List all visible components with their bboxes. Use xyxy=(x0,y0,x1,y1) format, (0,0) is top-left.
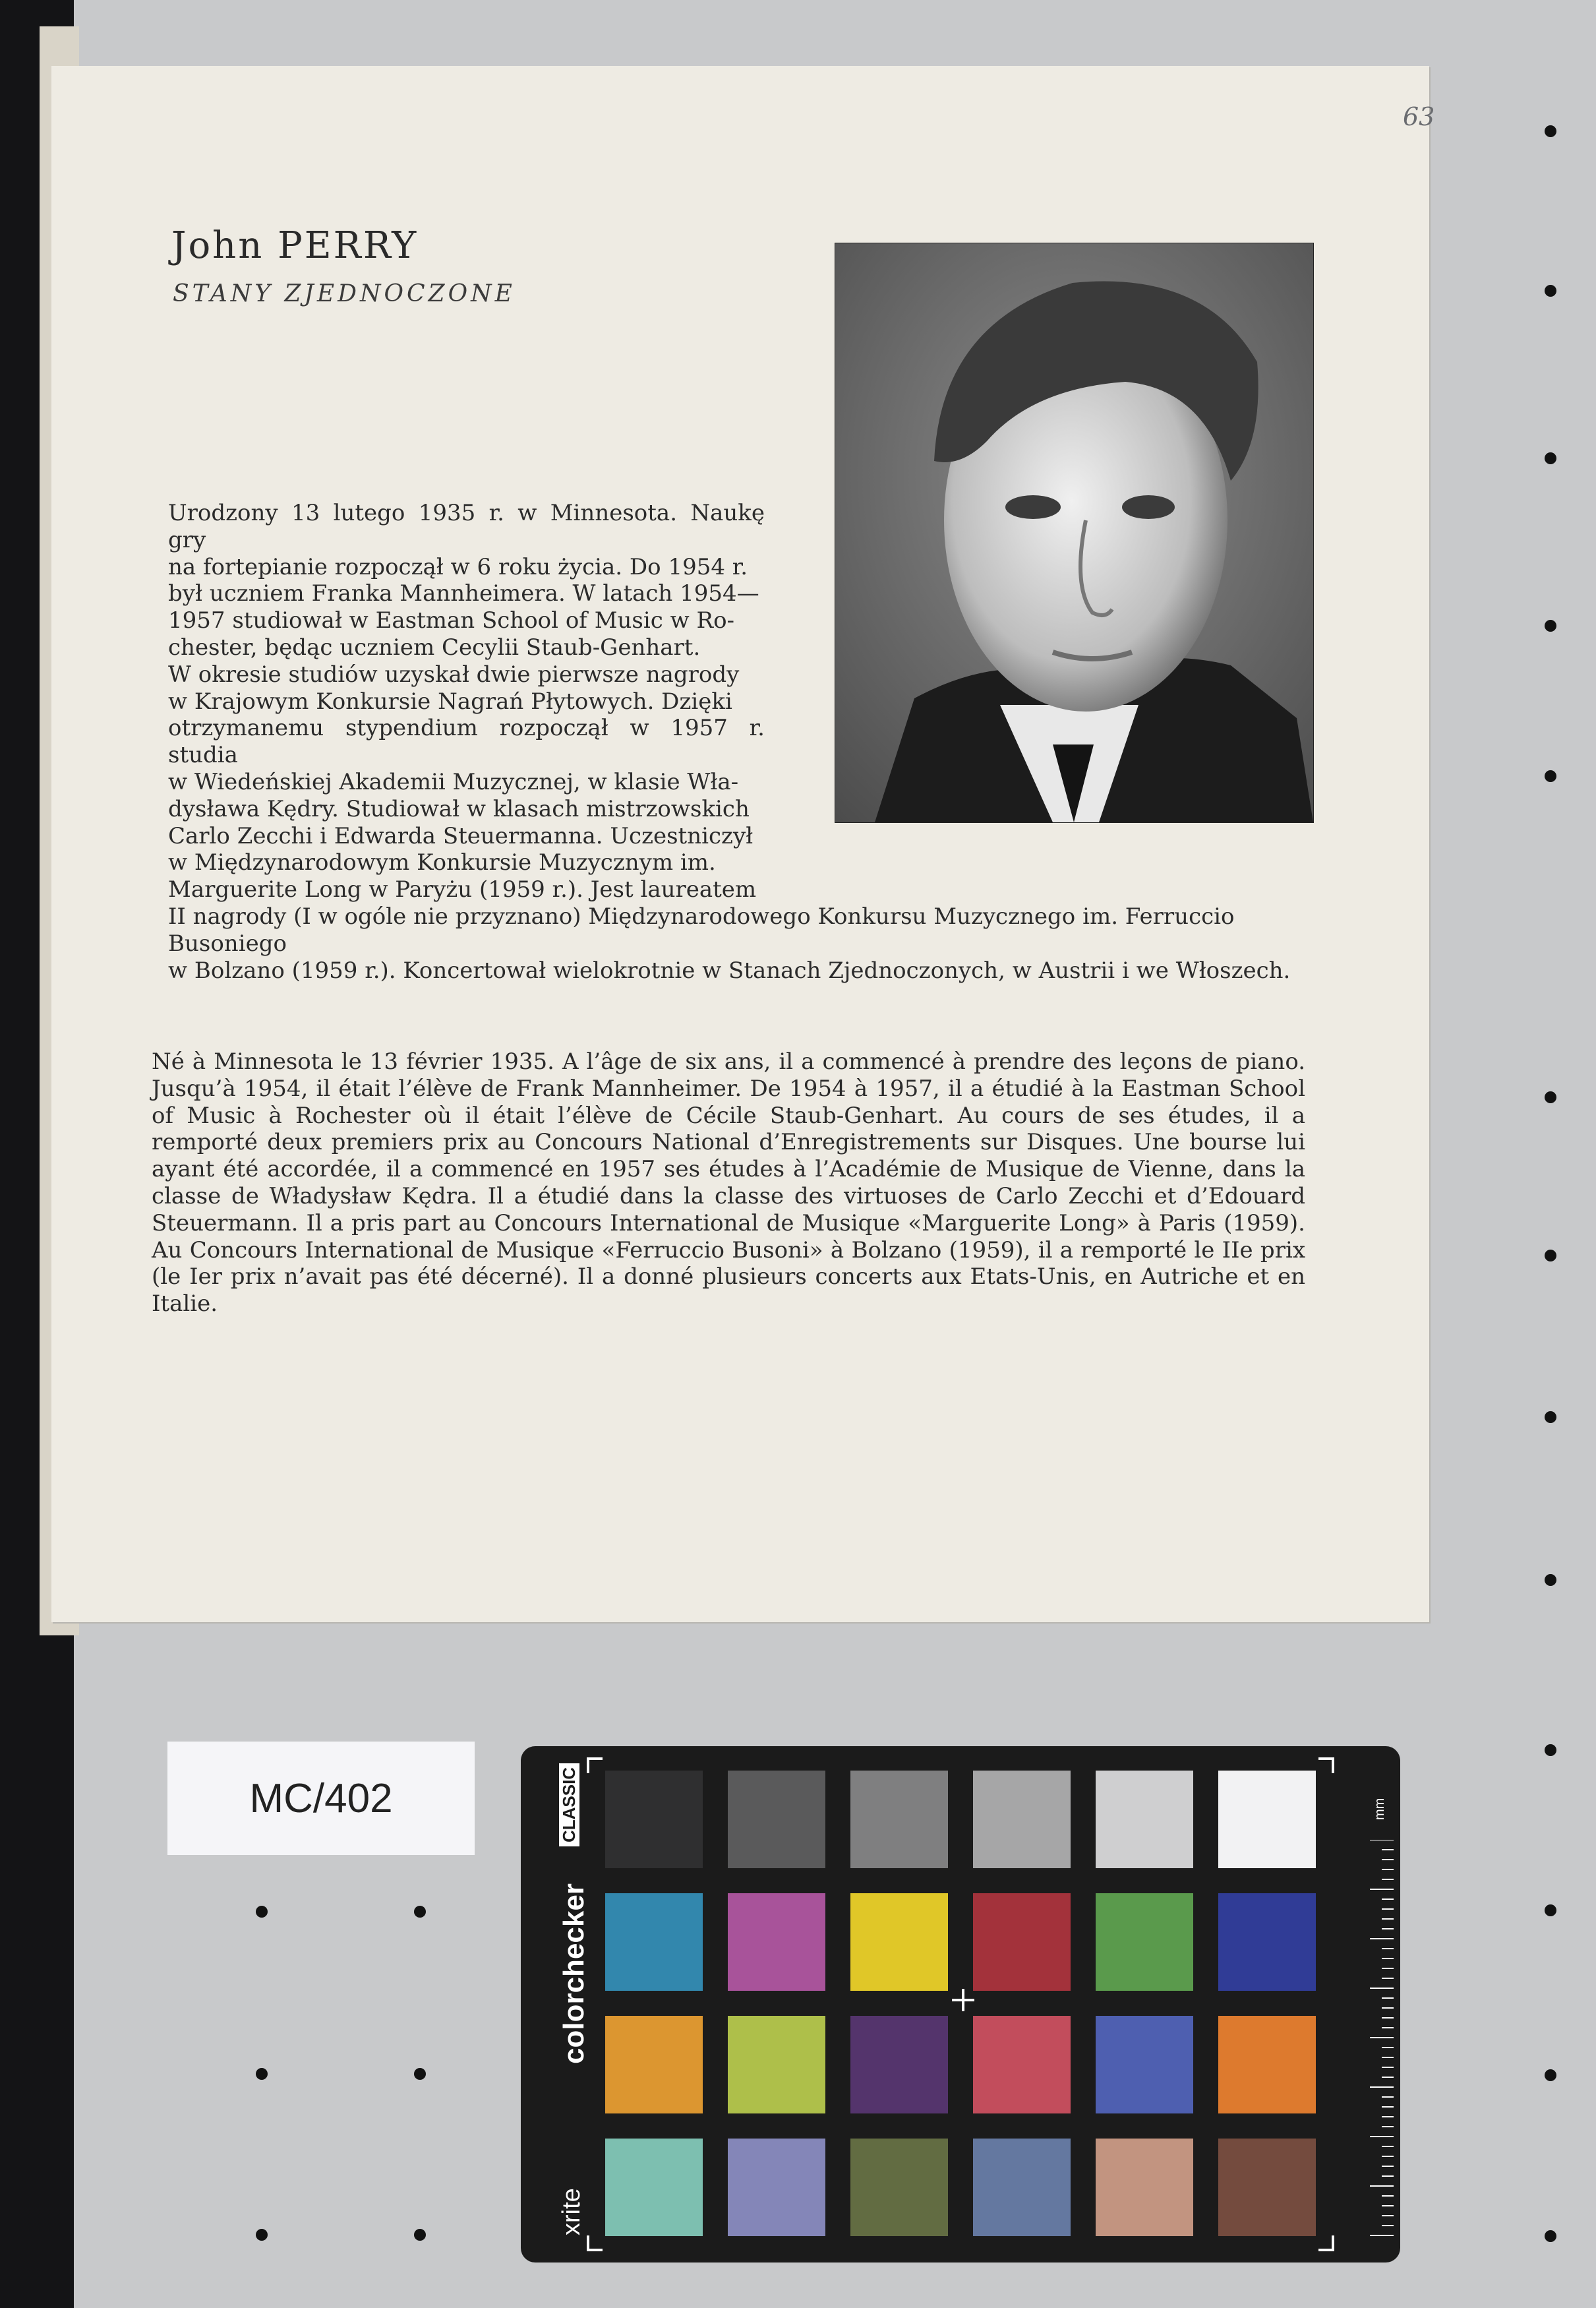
scan-dot xyxy=(1545,452,1556,464)
color-swatch xyxy=(1218,1771,1316,1868)
scan-dot xyxy=(256,2229,268,2241)
scan-dot xyxy=(1545,1091,1556,1103)
polish-line: Urodzony 13 lutego 1935 r. w Minnesota. Naukę gry xyxy=(168,500,765,553)
color-swatch xyxy=(605,2139,703,2236)
color-swatch xyxy=(605,1893,703,1991)
polish-line: W okresie studiów uzyskał dwie pierwsze nagrody xyxy=(168,661,740,688)
color-swatch xyxy=(728,1893,825,1991)
checker-product-label: colorchecker xyxy=(558,1883,590,2064)
scan-dot xyxy=(1545,2230,1556,2242)
color-swatch xyxy=(605,1771,703,1868)
scan-dot xyxy=(1545,1744,1556,1756)
color-swatch xyxy=(850,2139,948,2236)
page-title: John PERRY xyxy=(171,224,419,267)
crop-corner xyxy=(1318,1757,1334,1773)
color-swatch xyxy=(850,2016,948,2113)
checker-center-cross xyxy=(952,1989,974,2011)
polish-line: otrzymanemu stypendium rozpoczął w 1957 r. studia xyxy=(168,715,765,769)
polish-line: 1957 studiował w Eastman School of Music w Ro- xyxy=(168,607,735,634)
checker-brand-label: xrite xyxy=(558,2188,585,2235)
color-swatch xyxy=(1096,2139,1193,2236)
color-swatch xyxy=(973,1771,1071,1868)
polish-line: na fortepianie rozpoczął w 6 roku życia. Do 1954 r. xyxy=(168,553,748,580)
scan-dot xyxy=(1545,1904,1556,1916)
color-swatch xyxy=(973,2016,1071,2113)
scan-dot xyxy=(414,2229,426,2241)
color-swatch xyxy=(1218,2139,1316,2236)
scan-dot xyxy=(256,1906,268,1918)
color-swatch xyxy=(1218,1893,1316,1991)
color-swatch xyxy=(728,1771,825,1868)
mm-ruler xyxy=(1370,1840,1394,2249)
color-swatch xyxy=(850,1771,948,1868)
polish-biography xyxy=(168,500,1312,984)
polish-line: dysława Kędry. Studiował w klasach mistrzowskich xyxy=(168,795,750,822)
scan-dot xyxy=(1545,125,1556,137)
color-swatch xyxy=(1096,2016,1193,2113)
color-swatch xyxy=(1096,1893,1193,1991)
color-swatch xyxy=(1096,1771,1193,1868)
scan-dot xyxy=(414,1906,426,1918)
polish-line: w Bolzano (1959 r.). Koncertował wielokrotnie w Stanach Zjednoczonych, w Austrii i we Włoszech. xyxy=(168,957,1291,984)
polish-line: Marguerite Long w Paryżu (1959 r.). Jest laureatem xyxy=(168,876,757,903)
scan-dot xyxy=(1545,770,1556,782)
polish-line: w Międzynarodowym Konkursie Muzycznym im. xyxy=(168,849,716,876)
scan-dot xyxy=(414,2068,426,2080)
crop-corner xyxy=(587,1757,603,1773)
french-biography: Né à Minnesota le 13 février 1935. A l’âge de six ans, il a commencé à prendre des leçons de piano. Jusqu’à 1954, il était l’élève de Frank Mannheimer. De 1954 à 1957, il a étudié à la Eastman School of Music à Rochester où il était l’élève de Cécile Staub-Genhart. Au cours de ses études, il a remporté deux premiers prix au Concours National d’Enregistrements sur Disques. Une bourse lui ayant été accordée, il a commencé en 1957 ses études à l’Académie de Musique de Vienne, dans la classe de Władysław Kędra. Il a étudié dans la classe des virtuoses de Carlo Zecchi et d’Edouard Steuermann. Il a pris part au Concours International de Musique «Marguerite Long» à Paris (1959). Au Concours International de Musique «Ferruccio Busoni» à Bolzano (1959), il a remporté le IIe prix (le Ier prix n’avait pas été décerné). Il a donné plusieurs concerts aux Etats-Unis, en Autriche et en Italie. xyxy=(152,1048,1305,1318)
color-swatch xyxy=(605,2016,703,2113)
color-swatch xyxy=(850,1893,948,1991)
polish-line: II nagrody (I w ogóle nie przyznano) Międzynarodowego Konkursu Muzycznego im. Ferruccio Busoniego xyxy=(168,903,1235,957)
scan-dot xyxy=(1545,620,1556,632)
crop-corner xyxy=(1318,2235,1334,2251)
color-swatch xyxy=(728,2139,825,2236)
archive-label-card xyxy=(167,1742,475,1855)
scan-dot xyxy=(1545,2069,1556,2081)
crop-corner xyxy=(587,2235,603,2251)
archive-label-text: MC/402 xyxy=(249,1775,393,1821)
polish-line: Carlo Zecchi i Edwarda Steuermanna. Uczestniczył xyxy=(168,822,754,849)
scan-dot xyxy=(1545,285,1556,297)
polish-line: w Wiedeńskiej Akademii Muzycznej, w klasie Wła- xyxy=(168,768,739,795)
ruler-unit-label: mm xyxy=(1373,1798,1387,1820)
color-swatch xyxy=(973,1893,1071,1991)
country-subtitle: STANY ZJEDNOCZONE xyxy=(173,280,516,307)
color-swatch xyxy=(1218,2016,1316,2113)
polish-line: w Krajowym Konkursie Nagrań Płytowych. Dzięki xyxy=(168,688,732,715)
polish-line: był uczniem Franka Mannheimera. W latach 1954— xyxy=(168,580,759,607)
color-swatch xyxy=(973,2139,1071,2236)
scan-dot xyxy=(1545,1250,1556,1261)
color-swatch xyxy=(728,2016,825,2113)
checker-edition-label: CLASSIC xyxy=(559,1763,579,1846)
page-number: 63 xyxy=(1403,102,1435,131)
scan-dot xyxy=(256,2068,268,2080)
scan-dot xyxy=(1545,1411,1556,1423)
scan-dot xyxy=(1545,1574,1556,1586)
polish-line: chester, będąc uczniem Cecylii Staub-Genhart. xyxy=(168,634,701,661)
